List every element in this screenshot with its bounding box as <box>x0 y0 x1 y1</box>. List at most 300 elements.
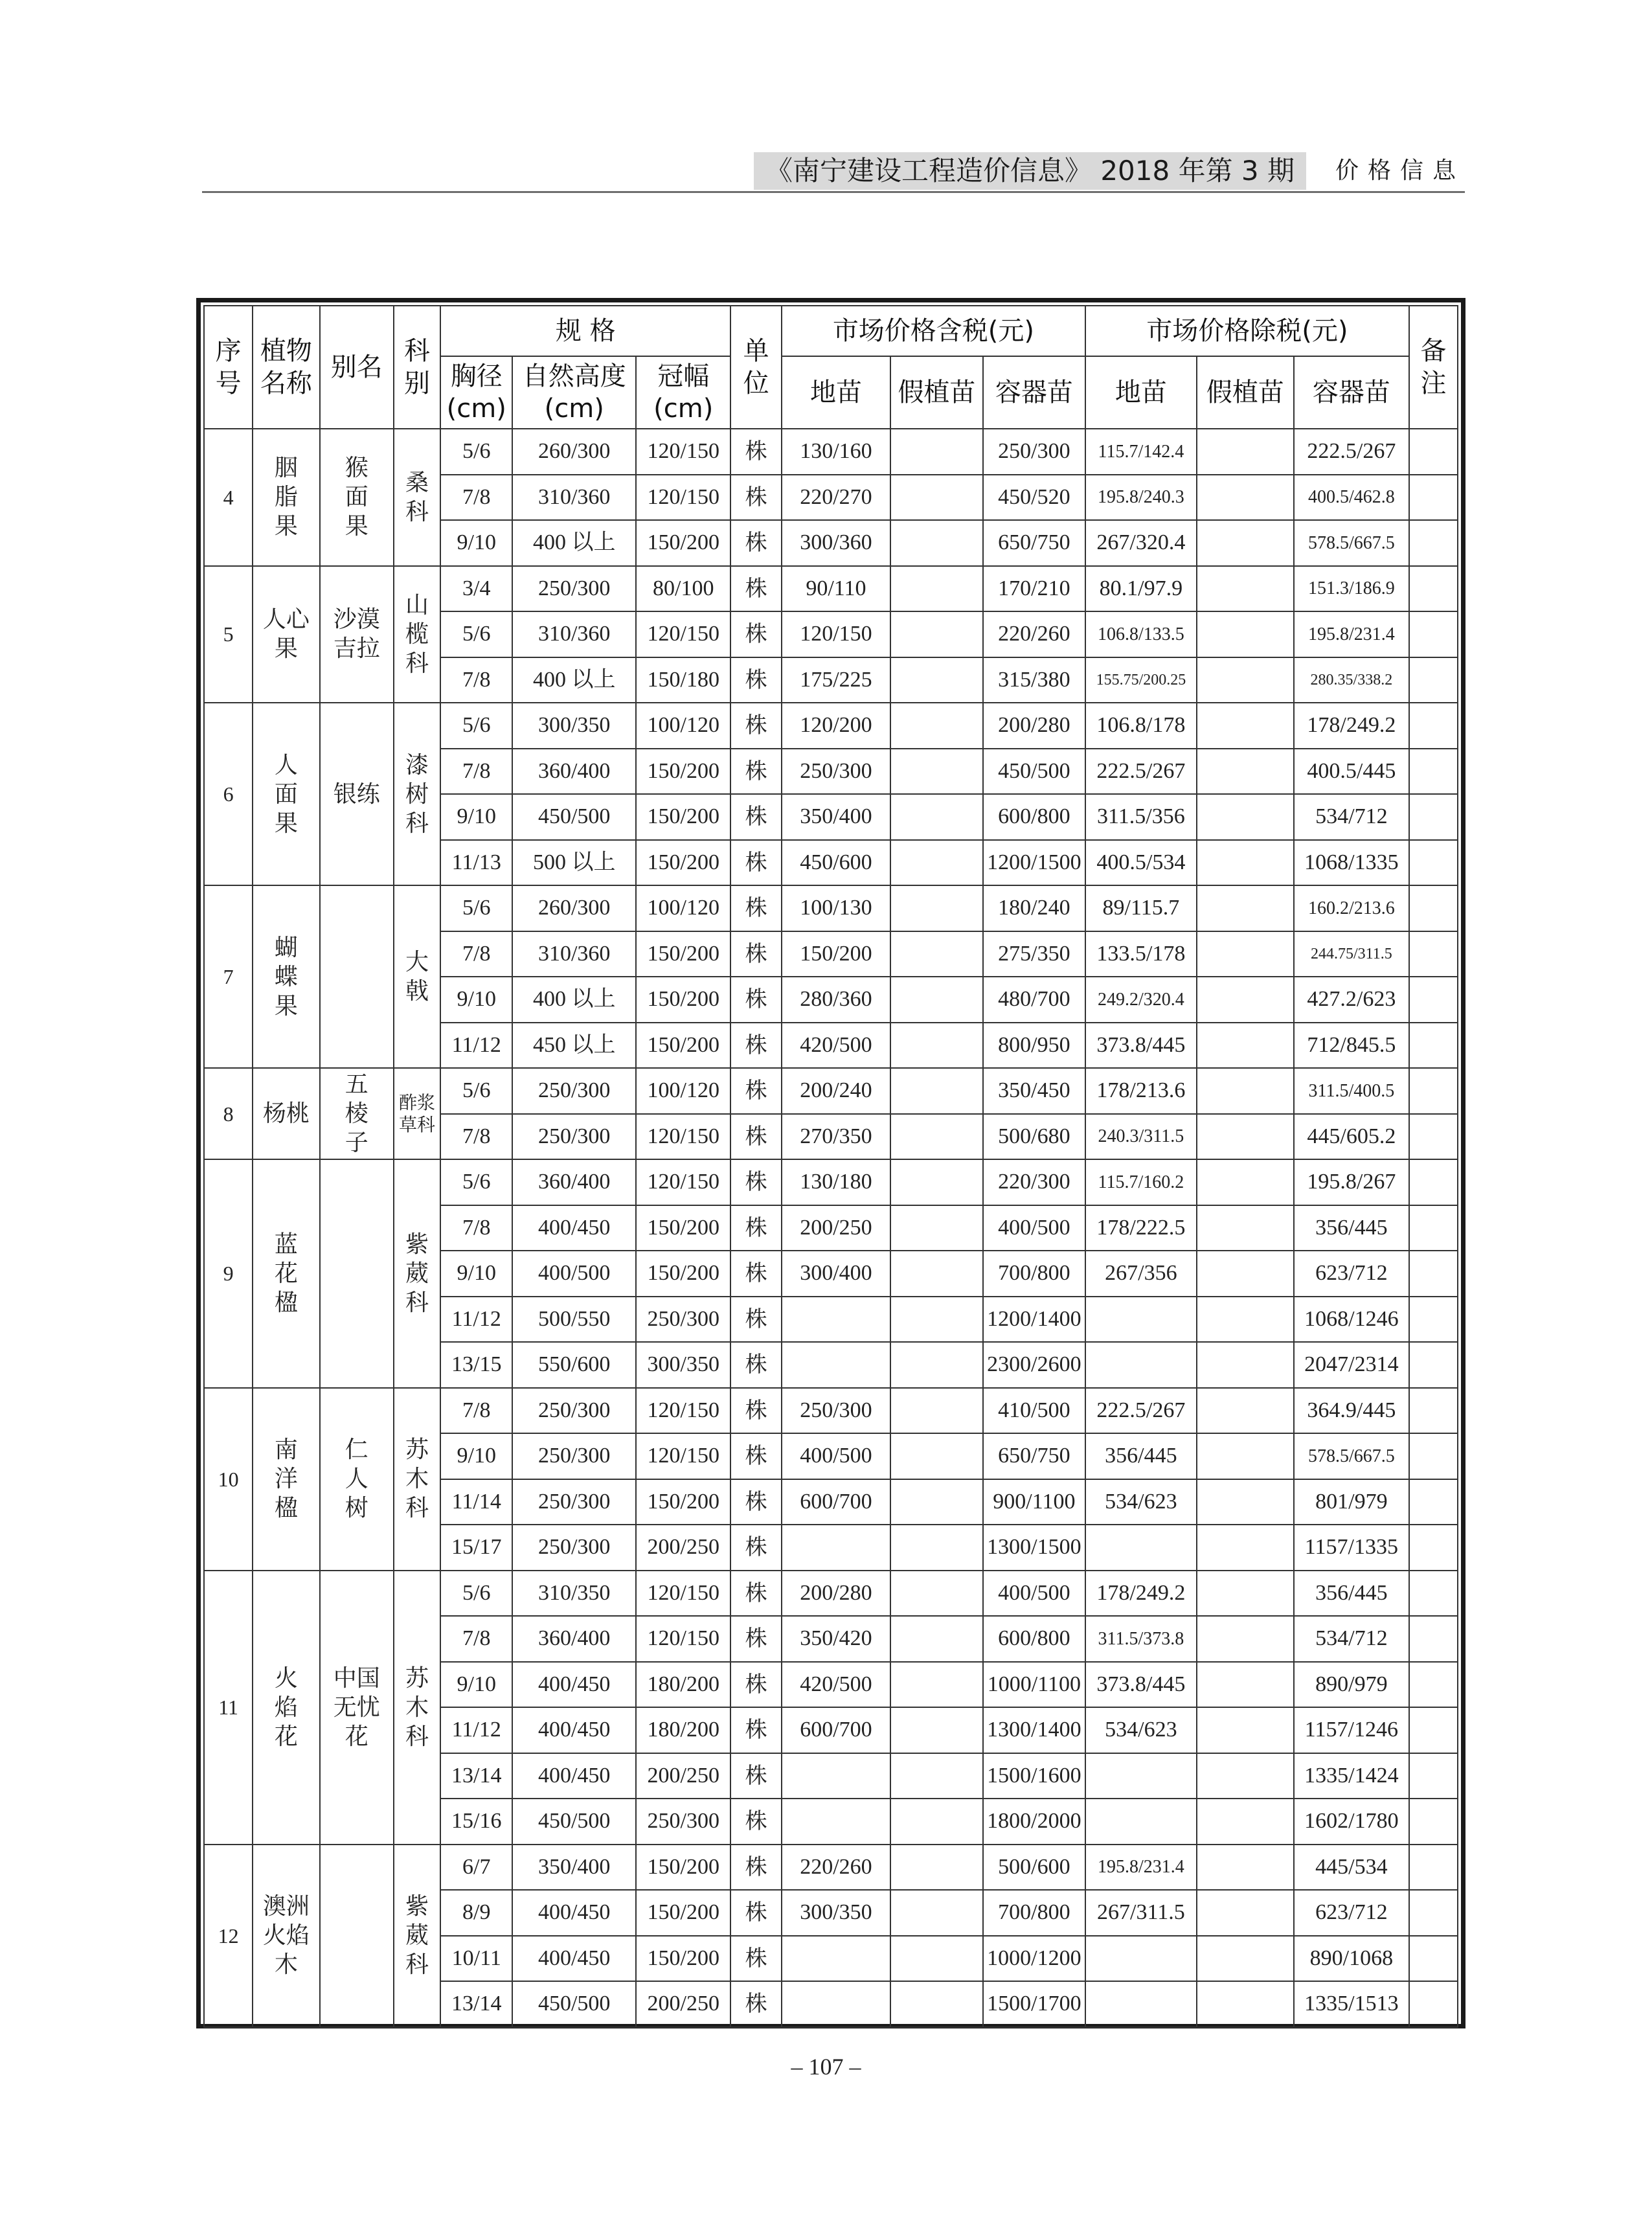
container-price-notax-cell: 400.5/462.8 <box>1294 475 1409 521</box>
fake-price-cell <box>890 1068 982 1114</box>
container-price-cell: 1200/1500 <box>983 840 1085 886</box>
container-price-cell: 500/600 <box>983 1845 1085 1891</box>
plant-alias: 中国 无忧 花 <box>320 1571 394 1845</box>
unit-cell: 株 <box>730 1662 781 1708</box>
container-price-cell: 1200/1400 <box>983 1297 1085 1343</box>
ground-price-cell: 200/280 <box>782 1571 891 1617</box>
container-price-notax-cell: 364.9/445 <box>1294 1388 1409 1434</box>
container-price-cell: 1000/1200 <box>983 1936 1085 1982</box>
crown-cell: 200/250 <box>636 1753 730 1799</box>
container-price-cell: 650/750 <box>983 1433 1085 1479</box>
fake-price-notax-cell <box>1197 1799 1294 1845</box>
ground-price-cell <box>782 1981 891 2027</box>
container-price-cell: 600/800 <box>983 794 1085 840</box>
unit-cell: 株 <box>730 1342 781 1388</box>
unit-cell: 株 <box>730 885 781 931</box>
ground-price-notax-cell: 222.5/267 <box>1085 749 1197 795</box>
row-index: 10 <box>204 1388 253 1571</box>
ground-price-notax-cell: 356/445 <box>1085 1433 1197 1479</box>
unit-cell: 株 <box>730 1159 781 1205</box>
fake-price-notax-cell <box>1197 520 1294 566</box>
dbh-cell: 9/10 <box>440 1251 512 1297</box>
fake-price-cell <box>890 1936 982 1982</box>
ground-price-notax-cell: 240.3/311.5 <box>1085 1114 1197 1160</box>
price-table <box>203 305 1458 2028</box>
container-price-cell: 800/950 <box>983 1023 1085 1069</box>
ground-price-notax-cell: 115.7/142.4 <box>1085 429 1197 475</box>
container-price-notax-cell: 356/445 <box>1294 1205 1409 1251</box>
table-row <box>204 566 1458 612</box>
crown-cell: 180/200 <box>636 1662 730 1708</box>
plant-name: 南 洋 楹 <box>253 1388 319 1571</box>
dbh-cell: 7/8 <box>440 657 512 703</box>
ground-price-notax-cell: 311.5/373.8 <box>1085 1616 1197 1662</box>
row-index: 5 <box>204 566 253 703</box>
height-cell: 400 以上 <box>512 657 636 703</box>
container-price-notax-cell: 244.75/311.5 <box>1294 931 1409 977</box>
height-cell: 400/450 <box>512 1936 636 1982</box>
ground-price-cell <box>782 1799 891 1845</box>
container-price-notax-cell: 578.5/667.5 <box>1294 520 1409 566</box>
container-price-notax-cell: 178/249.2 <box>1294 703 1409 749</box>
crown-cell: 150/200 <box>636 1205 730 1251</box>
crown-cell: 200/250 <box>636 1525 730 1571</box>
unit-cell: 株 <box>730 1251 781 1297</box>
fake-price-cell <box>890 1525 982 1571</box>
container-price-notax-cell: 280.35/338.2 <box>1294 657 1409 703</box>
crown-cell: 120/150 <box>636 1159 730 1205</box>
fake-price-notax-cell <box>1197 1023 1294 1069</box>
fake-price-notax-cell <box>1197 1936 1294 1982</box>
ground-price-cell: 175/225 <box>782 657 891 703</box>
container-price-cell: 450/520 <box>983 475 1085 521</box>
price-table-frame <box>196 298 1465 2028</box>
fake-price-notax-cell <box>1197 1753 1294 1799</box>
fake-price-cell <box>890 840 982 886</box>
ground-price-notax-cell <box>1085 1342 1197 1388</box>
ground-price-notax-cell: 195.8/231.4 <box>1085 1845 1197 1891</box>
unit-cell: 株 <box>730 1845 781 1891</box>
fake-price-cell <box>890 611 982 657</box>
container-price-cell: 180/240 <box>983 885 1085 931</box>
container-price-cell: 400/500 <box>983 1571 1085 1617</box>
container-price-cell: 450/500 <box>983 749 1085 795</box>
height-cell: 300/350 <box>512 703 636 749</box>
ground-price-notax-cell <box>1085 1981 1197 2027</box>
unit-cell: 株 <box>730 1936 781 1982</box>
fake-price-notax-cell <box>1197 977 1294 1023</box>
remark-cell <box>1409 520 1458 566</box>
unit-cell: 株 <box>730 1571 781 1617</box>
crown-cell: 250/300 <box>636 1297 730 1343</box>
plant-alias <box>320 1845 394 2027</box>
unit-cell: 株 <box>730 1616 781 1662</box>
ground-price-cell: 280/360 <box>782 977 891 1023</box>
unit-cell: 株 <box>730 1114 781 1160</box>
container-price-cell: 700/800 <box>983 1890 1085 1936</box>
header-crown: 冠幅(cm) <box>636 356 730 429</box>
remark-cell <box>1409 1571 1458 1617</box>
container-price-notax-cell: 160.2/213.6 <box>1294 885 1409 931</box>
unit-cell: 株 <box>730 1525 781 1571</box>
remark-cell <box>1409 1159 1458 1205</box>
height-cell: 400/450 <box>512 1707 636 1753</box>
dbh-cell: 11/12 <box>440 1297 512 1343</box>
remark-cell <box>1409 1890 1458 1936</box>
table-row <box>204 885 1458 931</box>
unit-cell: 株 <box>730 566 781 612</box>
plant-family: 紫 葳 科 <box>394 1159 440 1388</box>
unit-cell: 株 <box>730 475 781 521</box>
table-row <box>204 1845 1458 1891</box>
remark-cell <box>1409 1388 1458 1434</box>
ground-price-notax-cell: 178/222.5 <box>1085 1205 1197 1251</box>
page-number: – 107 – <box>791 2054 861 2080</box>
ground-price-notax-cell: 106.8/133.5 <box>1085 611 1197 657</box>
unit-cell: 株 <box>730 657 781 703</box>
fake-price-cell <box>890 475 982 521</box>
height-cell: 400 以上 <box>512 977 636 1023</box>
remark-cell <box>1409 429 1458 475</box>
remark-cell <box>1409 1433 1458 1479</box>
unit-cell: 株 <box>730 1433 781 1479</box>
ground-price-cell <box>782 1342 891 1388</box>
container-price-notax-cell: 427.2/623 <box>1294 977 1409 1023</box>
crown-cell: 150/200 <box>636 749 730 795</box>
dbh-cell: 5/6 <box>440 885 512 931</box>
ground-price-notax-cell: 80.1/97.9 <box>1085 566 1197 612</box>
height-cell: 400/450 <box>512 1205 636 1251</box>
ground-price-notax-cell <box>1085 1297 1197 1343</box>
fake-price-notax-cell <box>1197 611 1294 657</box>
container-price-cell: 200/280 <box>983 703 1085 749</box>
ground-price-notax-cell: 249.2/320.4 <box>1085 977 1197 1023</box>
fake-price-notax-cell <box>1197 657 1294 703</box>
remark-cell <box>1409 1205 1458 1251</box>
crown-cell: 150/200 <box>636 1251 730 1297</box>
container-price-notax-cell: 195.8/231.4 <box>1294 611 1409 657</box>
fake-price-notax-cell <box>1197 1251 1294 1297</box>
row-index: 12 <box>204 1845 253 2027</box>
row-index: 8 <box>204 1068 253 1159</box>
fake-price-cell <box>890 1571 982 1617</box>
ground-price-notax-cell <box>1085 1753 1197 1799</box>
fake-price-cell <box>890 794 982 840</box>
container-price-notax-cell: 623/712 <box>1294 1890 1409 1936</box>
container-price-notax-cell: 578.5/667.5 <box>1294 1433 1409 1479</box>
dbh-cell: 7/8 <box>440 1388 512 1434</box>
fake-price-cell <box>890 703 982 749</box>
crown-cell: 180/200 <box>636 1707 730 1753</box>
container-price-cell: 170/210 <box>983 566 1085 612</box>
container-price-notax-cell: 801/979 <box>1294 1479 1409 1525</box>
crown-cell: 150/200 <box>636 1845 730 1891</box>
container-price-notax-cell: 400.5/445 <box>1294 749 1409 795</box>
plant-alias: 五 棱 子 <box>320 1068 394 1159</box>
fake-price-cell <box>890 657 982 703</box>
height-cell: 400 以上 <box>512 520 636 566</box>
dbh-cell: 11/13 <box>440 840 512 886</box>
container-price-cell: 1500/1700 <box>983 1981 1085 2027</box>
container-price-notax-cell: 1335/1424 <box>1294 1753 1409 1799</box>
crown-cell: 120/150 <box>636 611 730 657</box>
fake-price-cell <box>890 1753 982 1799</box>
crown-cell: 100/120 <box>636 703 730 749</box>
header-height: 自然高度(cm) <box>512 356 636 429</box>
remark-cell <box>1409 1936 1458 1982</box>
container-price-cell: 480/700 <box>983 977 1085 1023</box>
unit-cell: 株 <box>730 1890 781 1936</box>
header-plant-name: 植物名称 <box>253 306 319 429</box>
crown-cell: 150/200 <box>636 1023 730 1069</box>
remark-cell <box>1409 1479 1458 1525</box>
ground-price-notax-cell: 311.5/356 <box>1085 794 1197 840</box>
fake-price-notax-cell <box>1197 1433 1294 1479</box>
ground-price-cell: 130/160 <box>782 429 891 475</box>
dbh-cell: 7/8 <box>440 475 512 521</box>
container-price-cell: 1500/1600 <box>983 1753 1085 1799</box>
remark-cell <box>1409 794 1458 840</box>
container-price-notax-cell: 356/445 <box>1294 1571 1409 1617</box>
plant-alias: 猴 面 果 <box>320 429 394 566</box>
container-price-notax-cell: 712/845.5 <box>1294 1023 1409 1069</box>
remark-cell <box>1409 1023 1458 1069</box>
plant-alias <box>320 1159 394 1388</box>
ground-price-cell: 600/700 <box>782 1479 891 1525</box>
crown-cell: 120/150 <box>636 1114 730 1160</box>
ground-price-cell: 200/250 <box>782 1205 891 1251</box>
height-cell: 260/300 <box>512 429 636 475</box>
ground-price-notax-cell: 195.8/240.3 <box>1085 475 1197 521</box>
container-price-notax-cell: 623/712 <box>1294 1251 1409 1297</box>
plant-name: 杨桃 <box>253 1068 319 1159</box>
dbh-cell: 13/15 <box>440 1342 512 1388</box>
publication-title: 《南宁建设工程造价信息》 2018 年第 3 期 <box>754 152 1306 190</box>
fake-price-notax-cell <box>1197 1342 1294 1388</box>
ground-price-notax-cell: 155.75/200.25 <box>1085 657 1197 703</box>
crown-cell: 120/150 <box>636 1571 730 1617</box>
ground-price-cell <box>782 1525 891 1571</box>
container-price-cell: 650/750 <box>983 520 1085 566</box>
ground-price-cell: 220/260 <box>782 1845 891 1891</box>
dbh-cell: 9/10 <box>440 794 512 840</box>
height-cell: 250/300 <box>512 1433 636 1479</box>
ground-price-cell: 300/350 <box>782 1890 891 1936</box>
fake-price-cell <box>890 1388 982 1434</box>
fake-price-notax-cell <box>1197 840 1294 886</box>
remark-cell <box>1409 611 1458 657</box>
header-dbh: 胸径(cm) <box>440 356 512 429</box>
container-price-notax-cell: 1602/1780 <box>1294 1799 1409 1845</box>
ground-price-cell: 120/200 <box>782 703 891 749</box>
plant-family: 桑 科 <box>394 429 440 566</box>
ground-price-cell: 120/150 <box>782 611 891 657</box>
ground-price-notax-cell: 267/320.4 <box>1085 520 1197 566</box>
height-cell: 250/300 <box>512 1068 636 1114</box>
ground-price-cell: 350/420 <box>782 1616 891 1662</box>
header-container-notax: 容器苗 <box>1294 356 1409 429</box>
plant-family: 大 戟 <box>394 885 440 1068</box>
fake-price-cell <box>890 1662 982 1708</box>
container-price-cell: 1300/1400 <box>983 1707 1085 1753</box>
ground-price-notax-cell: 267/356 <box>1085 1251 1197 1297</box>
ground-price-cell: 300/400 <box>782 1251 891 1297</box>
fake-price-cell <box>890 1479 982 1525</box>
unit-cell: 株 <box>730 1205 781 1251</box>
height-cell: 500 以上 <box>512 840 636 886</box>
container-price-notax-cell: 1068/1335 <box>1294 840 1409 886</box>
height-cell: 400/450 <box>512 1890 636 1936</box>
container-price-cell: 1000/1100 <box>983 1662 1085 1708</box>
container-price-notax-cell: 1335/1513 <box>1294 1981 1409 2027</box>
remark-cell <box>1409 885 1458 931</box>
container-price-notax-cell: 222.5/267 <box>1294 429 1409 475</box>
fake-price-cell <box>890 1114 982 1160</box>
container-price-notax-cell: 890/1068 <box>1294 1936 1409 1982</box>
dbh-cell: 10/11 <box>440 1936 512 1982</box>
crown-cell: 150/200 <box>636 977 730 1023</box>
unit-cell: 株 <box>730 1479 781 1525</box>
ground-price-cell: 420/500 <box>782 1662 891 1708</box>
fake-price-notax-cell <box>1197 429 1294 475</box>
height-cell: 250/300 <box>512 1525 636 1571</box>
plant-alias: 银练 <box>320 703 394 885</box>
ground-price-cell: 270/350 <box>782 1114 891 1160</box>
ground-price-cell: 300/360 <box>782 520 891 566</box>
fake-price-notax-cell <box>1197 1525 1294 1571</box>
dbh-cell: 9/10 <box>440 1662 512 1708</box>
header-unit: 单位 <box>730 306 781 429</box>
container-price-notax-cell: 890/979 <box>1294 1662 1409 1708</box>
dbh-cell: 7/8 <box>440 1205 512 1251</box>
header-price-tax: 市场价格含税(元) <box>782 306 1085 356</box>
container-price-cell: 600/800 <box>983 1616 1085 1662</box>
fake-price-cell <box>890 1342 982 1388</box>
unit-cell: 株 <box>730 977 781 1023</box>
remark-cell <box>1409 566 1458 612</box>
unit-cell: 株 <box>730 703 781 749</box>
fake-price-cell <box>890 1297 982 1343</box>
container-price-notax-cell: 445/605.2 <box>1294 1114 1409 1160</box>
container-price-cell: 250/300 <box>983 429 1085 475</box>
header-price-notax: 市场价格除税(元) <box>1085 306 1409 356</box>
dbh-cell: 3/4 <box>440 566 512 612</box>
plant-name: 人 面 果 <box>253 703 319 885</box>
price-table-body <box>204 429 1458 2027</box>
crown-cell: 150/200 <box>636 1890 730 1936</box>
dbh-cell: 5/6 <box>440 611 512 657</box>
crown-cell: 120/150 <box>636 1388 730 1434</box>
crown-cell: 150/200 <box>636 931 730 977</box>
height-cell: 450/500 <box>512 1981 636 2027</box>
fake-price-notax-cell <box>1197 885 1294 931</box>
ground-price-cell: 90/110 <box>782 566 891 612</box>
header-ground: 地苗 <box>782 356 891 429</box>
fake-price-notax-cell <box>1197 1616 1294 1662</box>
fake-price-notax-cell <box>1197 475 1294 521</box>
ground-price-cell: 450/600 <box>782 840 891 886</box>
height-cell: 400/500 <box>512 1251 636 1297</box>
unit-cell: 株 <box>730 1068 781 1114</box>
remark-cell <box>1409 840 1458 886</box>
header-ground-notax: 地苗 <box>1085 356 1197 429</box>
ground-price-cell: 420/500 <box>782 1023 891 1069</box>
plant-alias <box>320 885 394 1068</box>
ground-price-notax-cell: 106.8/178 <box>1085 703 1197 749</box>
remark-cell <box>1409 1342 1458 1388</box>
crown-cell: 100/120 <box>636 885 730 931</box>
plant-name: 火 焰 花 <box>253 1571 319 1845</box>
ground-price-cell <box>782 1753 891 1799</box>
height-cell: 250/300 <box>512 1114 636 1160</box>
height-cell: 250/300 <box>512 1388 636 1434</box>
dbh-cell: 11/12 <box>440 1707 512 1753</box>
height-cell: 310/360 <box>512 475 636 521</box>
ground-price-notax-cell: 178/213.6 <box>1085 1068 1197 1114</box>
unit-cell: 株 <box>730 1707 781 1753</box>
container-price-cell: 1300/1500 <box>983 1525 1085 1571</box>
crown-cell: 200/250 <box>636 1981 730 2027</box>
remark-cell <box>1409 1251 1458 1297</box>
remark-cell <box>1409 977 1458 1023</box>
ground-price-notax-cell: 373.8/445 <box>1085 1662 1197 1708</box>
fake-price-cell <box>890 520 982 566</box>
container-price-notax-cell: 534/712 <box>1294 1616 1409 1662</box>
ground-price-notax-cell: 400.5/534 <box>1085 840 1197 886</box>
fake-price-notax-cell <box>1197 1981 1294 2027</box>
ground-price-cell: 200/240 <box>782 1068 891 1114</box>
unit-cell: 株 <box>730 931 781 977</box>
container-price-notax-cell: 1157/1335 <box>1294 1525 1409 1571</box>
fake-price-cell <box>890 566 982 612</box>
crown-cell: 120/150 <box>636 1433 730 1479</box>
plant-name: 人心 果 <box>253 566 319 703</box>
ground-price-notax-cell: 89/115.7 <box>1085 885 1197 931</box>
dbh-cell: 15/16 <box>440 1799 512 1845</box>
plant-family: 山 榄 科 <box>394 566 440 703</box>
remark-cell <box>1409 1616 1458 1662</box>
remark-cell <box>1409 1297 1458 1343</box>
fake-price-cell <box>890 1251 982 1297</box>
dbh-cell: 13/14 <box>440 1981 512 2027</box>
container-price-cell: 2300/2600 <box>983 1342 1085 1388</box>
remark-cell <box>1409 703 1458 749</box>
height-cell: 250/300 <box>512 1479 636 1525</box>
header-spec: 规 格 <box>440 306 730 356</box>
dbh-cell: 5/6 <box>440 1571 512 1617</box>
crown-cell: 120/150 <box>636 1616 730 1662</box>
table-row <box>204 1571 1458 1617</box>
height-cell: 450/500 <box>512 794 636 840</box>
unit-cell: 株 <box>730 520 781 566</box>
header-container: 容器苗 <box>983 356 1085 429</box>
remark-cell <box>1409 1753 1458 1799</box>
fake-price-cell <box>890 1023 982 1069</box>
dbh-cell: 5/6 <box>440 1068 512 1114</box>
plant-family: 苏 木 科 <box>394 1388 440 1571</box>
dbh-cell: 9/10 <box>440 1433 512 1479</box>
row-index: 9 <box>204 1159 253 1388</box>
remark-cell <box>1409 1068 1458 1114</box>
fake-price-notax-cell <box>1197 1479 1294 1525</box>
ground-price-cell: 220/270 <box>782 475 891 521</box>
height-cell: 250/300 <box>512 566 636 612</box>
fake-price-cell <box>890 1981 982 2027</box>
ground-price-notax-cell: 133.5/178 <box>1085 931 1197 977</box>
ground-price-notax-cell <box>1085 1936 1197 1982</box>
ground-price-notax-cell: 222.5/267 <box>1085 1388 1197 1434</box>
plant-alias: 仁 人 树 <box>320 1388 394 1571</box>
